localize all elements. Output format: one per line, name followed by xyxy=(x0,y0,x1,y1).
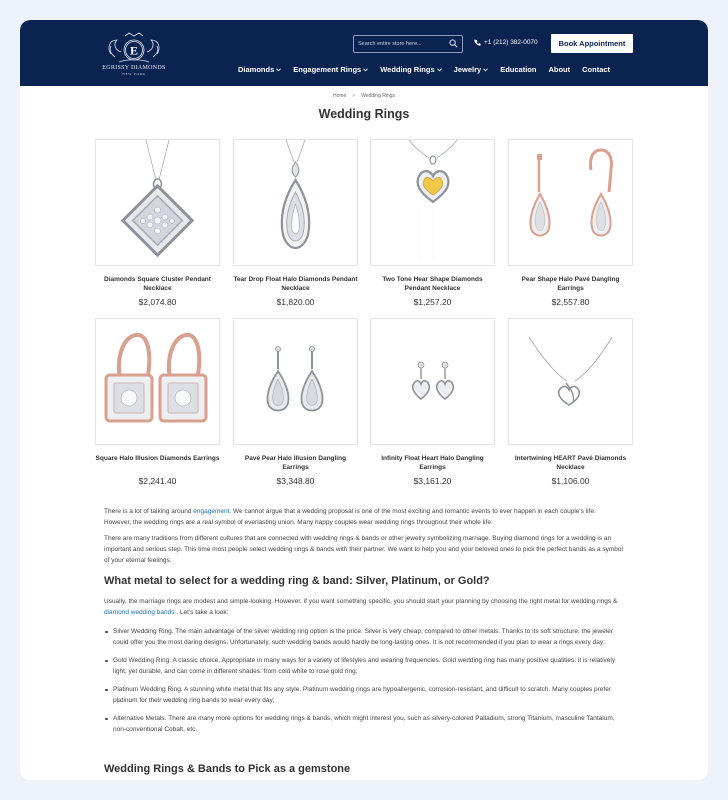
paragraph-metal-intro xyxy=(104,596,624,618)
product-name[interactable]: Pear Shape Halo Pavé Dangling Earrings xyxy=(521,276,620,292)
product-image[interactable] xyxy=(95,318,220,445)
product-card[interactable] xyxy=(233,318,358,492)
pave-pear-earrings-icon xyxy=(234,319,357,444)
search-input[interactable] xyxy=(358,38,450,50)
breadcrumb xyxy=(20,93,708,99)
article-content xyxy=(104,506,624,742)
engagement-link[interactable]: engagement xyxy=(193,508,230,515)
product-price: $3,161.20 xyxy=(413,476,452,486)
phone-link[interactable] xyxy=(474,39,538,46)
nav-item-diamonds[interactable] xyxy=(238,65,281,74)
text: . Let's take a look: xyxy=(174,609,229,616)
section-heading-gemstone: Wedding Rings & Bands to Pick as a gemstone xyxy=(104,763,351,775)
product-price: $3,348.80 xyxy=(276,476,315,486)
product-price: $1,106.00 xyxy=(551,476,590,486)
nav-item-label: Engagement Rings xyxy=(293,65,362,74)
chevron-down-icon xyxy=(437,68,442,72)
page-title: Wedding Rings xyxy=(318,107,410,121)
phone-number: +1 (212) 382-0070 xyxy=(484,39,538,46)
nav-item-about[interactable] xyxy=(548,65,570,74)
nav-item-label: Wedding Rings xyxy=(380,65,435,74)
text: There is a lot of talking around xyxy=(104,508,194,515)
nav-item-jewelry[interactable] xyxy=(454,65,489,74)
logo-name: EGRISSY DIAMONDS xyxy=(102,65,166,71)
product-name[interactable]: Diamonds Square Cluster Pendant Necklace xyxy=(104,276,211,292)
product-image[interactable] xyxy=(370,139,495,266)
teardrop-pendant-icon xyxy=(234,140,357,265)
product-image[interactable] xyxy=(370,318,495,445)
product-card[interactable] xyxy=(508,318,633,492)
list-item: Platinum Wedding Ring. A stunning white metal that fits any style. Platinum wedding rings are hypoallergenic, corrosion-resistant, and difficult to scratch. Many couples prefer platinum for their wedding ring bands to wear every day; xyxy=(104,684,624,706)
list-item: Alternative Metals. There are many more options for wedding rings & bands, which might interest you, such as silvery-colored Palladium, strong Titanium, masculine Tantalum, non-conventional Cobalt, etc. xyxy=(104,713,624,735)
main-nav xyxy=(238,65,610,74)
product-card[interactable] xyxy=(233,139,358,313)
search-box xyxy=(353,35,463,53)
product-image[interactable] xyxy=(508,139,633,266)
book-appointment-button[interactable]: Book Appointment xyxy=(551,34,633,53)
nav-item-label: Education xyxy=(500,65,537,74)
product-card[interactable] xyxy=(95,139,220,313)
nav-item-label: About xyxy=(548,65,571,74)
nav-item-label: Jewelry xyxy=(453,65,482,74)
breadcrumb-separator: > xyxy=(352,93,356,99)
metal-list xyxy=(104,626,624,735)
logo-letter: E xyxy=(129,43,139,58)
product-image[interactable] xyxy=(508,318,633,445)
search-icon[interactable] xyxy=(449,39,458,48)
list-item: Gold Wedding Ring. A classic choice. Appropriate in many ways for a variety of lifestyles and wearing frequencies. Gold wedding ring has many positive qualities: it is relatively light, yet durable, and can come in different shades: from cold white to rose gold ring; xyxy=(104,655,624,677)
intertwining-heart-necklace-icon xyxy=(509,319,632,444)
product-price: $1,820.00 xyxy=(276,297,315,307)
product-name[interactable]: Intertwining HEART Pavé Diamonds Necklace xyxy=(514,455,627,471)
product-name[interactable]: Two Tone Hear Shape Diamonds Pendant Necklace xyxy=(382,276,483,292)
product-card[interactable] xyxy=(95,318,220,492)
product-name[interactable]: Square Halo Illusion Diamonds Earrings xyxy=(95,455,220,462)
section-heading-metal: What metal to select for a wedding ring & band: Silver, Platinum, or Gold? xyxy=(104,575,490,587)
logo-crest-icon xyxy=(103,32,165,66)
chevron-down-icon xyxy=(483,68,488,72)
product-image[interactable] xyxy=(95,139,220,266)
nav-item-education[interactable] xyxy=(500,65,536,74)
product-card[interactable] xyxy=(508,139,633,313)
site-header xyxy=(20,20,708,86)
paragraph-traditions: There are many traditions from different cultures that are connected with wedding rings & bands or other jewelry symbolizing marriage. Buying diamond rings for a wedding is an important and serious step. This time most people select wedding rings & bands with their partner. We want to help you and your beloved ones to pick the perfect bands as a symbol of your eternal feelings. xyxy=(104,535,623,564)
product-name[interactable]: Infinity Float Heart Halo Dangling Earrings xyxy=(381,455,484,471)
product-price: $2,241.40 xyxy=(138,476,177,486)
chevron-down-icon xyxy=(276,68,281,72)
product-price: $2,074.80 xyxy=(138,297,177,307)
product-card[interactable] xyxy=(370,318,495,492)
product-price: $1,257.20 xyxy=(413,297,452,307)
page-frame xyxy=(20,20,708,780)
paragraph-intro xyxy=(104,506,624,528)
nav-item-engagement-rings[interactable] xyxy=(293,65,368,74)
heart-pendant-icon xyxy=(371,140,494,265)
breadcrumb-current: Wedding Rings xyxy=(361,93,396,99)
logo[interactable] xyxy=(92,32,176,82)
heart-dangling-earrings-icon xyxy=(371,319,494,444)
product-card[interactable] xyxy=(370,139,495,313)
nav-item-label: Contact xyxy=(582,65,611,74)
text: . We cannot argue that a wedding proposal is one of the most exciting and romantic events to ever happen in each couple's life. However, the wedding rings are a real symbol of everlasting union. Many happy couples wear wedding rings throughout their whole life. xyxy=(104,508,596,526)
product-name[interactable]: Pavé Pear Halo Illusion Dangling Earrings xyxy=(244,455,347,471)
chevron-down-icon xyxy=(363,68,368,72)
product-price: $2,557.80 xyxy=(551,297,590,307)
product-name[interactable]: Tear Drop Float Halo Diamonds Pendant Necklace xyxy=(233,276,358,292)
nav-item-wedding-rings[interactable] xyxy=(380,65,441,74)
diamond-wedding-bands-link[interactable]: diamond wedding bands xyxy=(104,609,175,616)
square-halo-earrings-icon xyxy=(96,319,219,444)
product-image[interactable] xyxy=(233,318,358,445)
product-image[interactable] xyxy=(233,139,358,266)
text: Usually, the marriage rings are modest and simple-looking. However, if you want something specific, you should start your planning by choosing the right metal for wedding rings & xyxy=(104,598,618,605)
logo-city: NEW YORK xyxy=(122,72,146,76)
breadcrumb-home[interactable]: Home xyxy=(332,93,347,99)
pear-rose-earrings-icon xyxy=(509,140,632,265)
product-grid xyxy=(95,139,633,486)
list-item: Silver Wedding Ring. The main advantage of the silver wedding ring option is the price. Silver is very cheap, compared to other metals. Thanks to its soft structure, the jeweler could offer you the most daring designs. Unfortunately, such wedding bands would hardly be long-lasting ones. It is not recommended if you plan to wear a rings every day; xyxy=(104,626,624,648)
phone-icon xyxy=(474,39,481,46)
square-cluster-pendant-icon xyxy=(96,140,219,265)
nav-item-label: Diamonds xyxy=(238,65,275,74)
nav-item-contact[interactable] xyxy=(582,65,610,74)
